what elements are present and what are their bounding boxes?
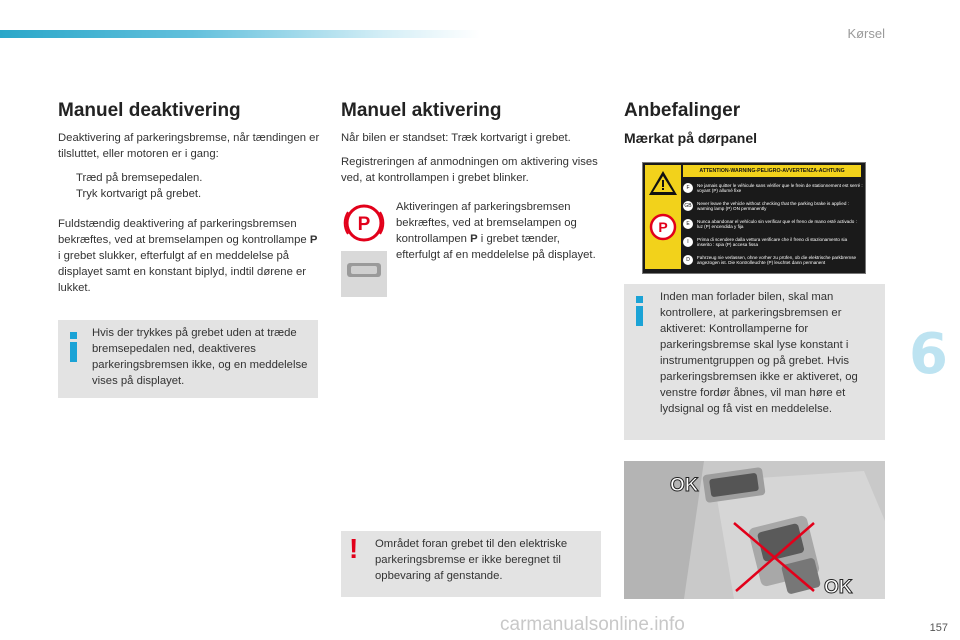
language-code: E [683,219,693,229]
label-row-text: Ne jamais quitter le véhicule sans vérifier que le frein de stationnement est serré : voyant (P) allumé fixe [697,182,863,193]
console-storage-photo [624,461,885,599]
label-row [683,233,863,251]
column-manual-deactivation [58,100,320,304]
info-icon [70,342,77,362]
lamp-p-label: P [309,234,318,246]
lamp-p-label: P [470,233,478,245]
text-span: i grebet slukker, efterfulgt af en meddelelse på displayet samt en konstant biplyd, indtil dørene er lukket. [58,250,307,294]
deactivation-intro: Deaktivering af parkeringsbremse, når tændingen er tilsluttet, eller motoren er i gang: [58,132,320,160]
door-label-sticker [642,162,866,274]
text-span: Fuldstændig deaktivering af parkeringsbremsen bekræftes, ved at bremselampen og kontrollampe [58,218,310,246]
text-span: i grebet tænder, efterfulgt af en meddelelse på displayet. [396,233,596,261]
label-row [683,215,863,233]
activation-registration: Registreringen af anmodningen om aktivering vises ved, at kontrollampen i grebet blinker. [341,156,598,184]
language-code: I [683,237,693,247]
info-icon [636,306,643,326]
bullet-item [58,170,320,186]
language-code: F [683,183,693,193]
bullet-text: Træd på bremsepedalen. [76,172,203,184]
page-number: 157 [929,622,948,634]
label-rows [683,179,863,269]
warning-text: Området foran grebet til den elektriske parkeringsbremse er ikke beregnet til opbevaring af genstande. [375,538,568,582]
label-row-text: Prima di scendere dalla vettura verificare che il freno di stazionamento sia inserito : spia (P) accesa fissa [697,236,848,247]
bullet-item [58,186,320,202]
p-letter: P [357,214,371,235]
text-span: Aktiveringen af parkeringsbremsen bekræftes, ved at bremselampen og kontrollampen [396,201,577,245]
svg-text:P: P [658,219,668,235]
heading-manual-deactivation: Manuel deaktivering [58,100,241,121]
parking-brake-lever-illustration [341,203,387,299]
info-text: Hvis der trykkes på grebet uden at træde bremsepedalen ned, deaktiveres parkeringsbremsen ikke, og en meddelelse vises på displayet. [92,327,308,387]
deactivation-confirmation [58,216,320,296]
bullet-text: Tryk kortvarigt på grebet. [76,188,202,200]
label-row [683,251,863,269]
info-text: Inden man forlader bilen, skal man kontrollere, at parkeringsbremsen er aktiveret: Kontrollamperne for parkeringsbremse skal lyse konstant i instrumentgruppen og på grebet. Hvis parkeringsbremsen ikke er aktiveret, og venstre fordør åbnes, vil man høre et lydsignal og få vist en meddelelse. [660,291,858,415]
column-recommendations [624,100,886,154]
section-title: Kørsel [847,26,885,41]
label-icons [645,165,681,269]
label-row [683,179,863,197]
label-row-text: Nunca abandonar el vehículo sin verificar que el freno de mano esté activado : luz (P) encendida y fija [697,218,857,229]
header-color-bar [0,30,480,38]
info-box-deactivation [58,320,318,398]
language-code: GB [684,203,692,209]
warning-exclamation-icon: ! [349,533,359,564]
column-manual-activation [341,100,603,194]
label-row [683,197,863,215]
activation-step: Når bilen er standset: Træk kortvarigt i grebet. [341,132,571,144]
label-row-text: Never leave the vehicle without checking that the parking brake is applied : warning lamp (P) ON permanently [697,200,849,211]
heading-recommendations: Anbefalinger [624,100,741,121]
label-row-text: Fahrzeug nie verlassen, ohne vorher zu prüfen, ob die elektrische parkbremse angezogen ist. Die Kontrolleuchte (P) leuchtet dann permanent [697,254,857,265]
heading-manual-activation: Manuel aktivering [341,100,502,121]
subheading-door-label: Mærkat på dørpanel [624,130,758,146]
language-code: D [683,255,693,265]
activation-confirmation [396,199,596,263]
warning-box-storage [341,531,601,597]
label-header: ATTENTION-WARNING-PELIGRO-AVVERTENZA-ACHTUNG [683,165,861,177]
info-box-recommendation [624,284,885,440]
ok-label-bottom: OK [824,577,853,598]
watermark-text: carmanualsonline.info [500,614,685,635]
ok-label-top: OK [670,475,699,496]
chapter-number: 6 [909,322,948,387]
